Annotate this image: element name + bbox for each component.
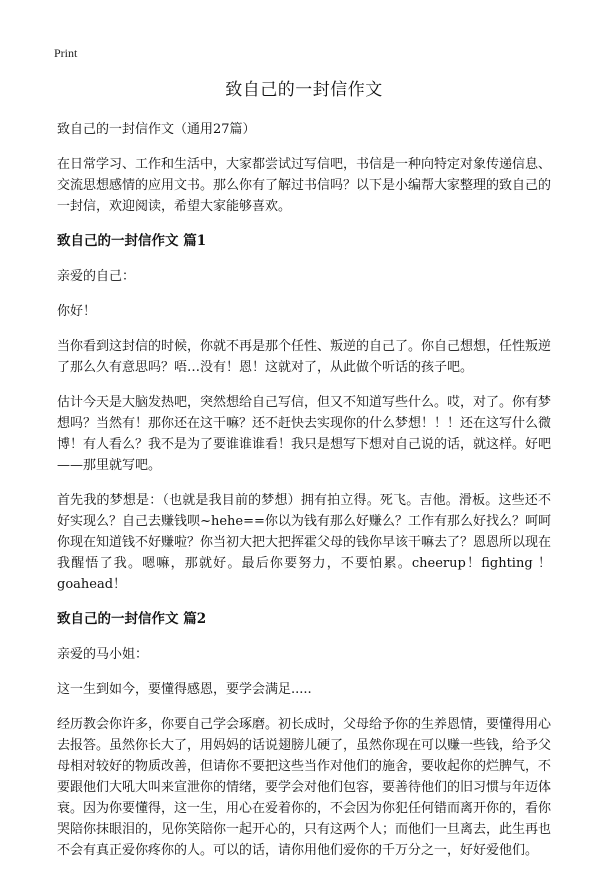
- body-paragraph: 这一生到如今，要懂得感恩，要学会满足.....: [57, 682, 312, 697]
- document-subtitle: 致自己的一封信作文（通用27篇）: [57, 122, 256, 137]
- greeting: 你好！: [57, 304, 97, 319]
- section-heading-2: 致自己的一封信作文 篇2: [57, 611, 207, 627]
- section-heading-1: 致自己的一封信作文 篇1: [57, 233, 207, 249]
- intro-paragraph: 在日常学习、工作和生活中，大家都尝试过写信吧，书信是一种向特定对象传递信息、交流思想感情的应用文书。那么你有了解过书信吗？以下是小编帮大家整理的致自己的一封信，欢迎阅读，希望大家能够喜欢。: [57, 157, 552, 214]
- body-paragraph: 经历教会你许多，你要自己学会琢磨。初长成时，父母给予你的生养恩情，要懂得用心去报答。虽然你长大了，用妈妈的话说翅膀儿硬了，虽然你现在可以赚一些钱，给予父母相对较好的物质改善，但请你不要把这些当作对他们的施舍，要收起你的烂脾气，不要跟他们大吼大叫来宣泄你的情绪，要学会对他们包容，要善待他们的旧习惯与年迈体衰。因为你要懂得，这一生，用心在爱着你的，不会因为你犯任何错而离开你的，看你哭陪你抹眼泪的，见你笑陪你一起开心的，只有这两个人；而他们一旦离去，此生再也不会有真正爱你疼你的人。可以的话，请你用他们爱你的千万分之一，好好爱他们。: [57, 717, 552, 858]
- body-paragraph: 首先我的梦想是：（也就是我目前的梦想）拥有拍立得。死飞。吉他。滑板。这些还不好实现么？自己去赚钱呗~hehe==你以为钱有那么好赚么？工作有那么好找么？呵呵你现在知道钱不好赚啦？你当初大把大把挥霍父母的钱你早该干嘛去了？恩恩所以现在我醒悟了我。嗯嘛，那就好。最后你要努力，不要怕累。cheerup！fighting ！ goahead！: [57, 493, 552, 592]
- document-title: 致自己的一封信作文: [225, 80, 383, 100]
- document-content: [57, 78, 551, 875]
- body-paragraph: 估计今天是大脑发热吧，突然想给自己写信，但又不知道写些什么。哎，对了。你有梦想吗？当然有！那你还在这干嘛？还不赶快去实现你的什么梦想！！！还在这写什么微博！有人看么？我不是为了要谁谁谁看！我只是想写下想对自己说的话，就这样。好吧——那里就写吧。: [57, 395, 552, 473]
- body-paragraph: 当你看到这封信的时候，你就不再是那个任性、叛逆的自己了。你自己想想，任性叛逆了那么久有意思吗？唔…没有！恩！这就对了，从此做个听话的孩子吧。: [57, 339, 552, 375]
- salutation: 亲爱的马小姐：: [57, 647, 149, 662]
- print-link[interactable]: Print: [54, 46, 78, 60]
- salutation: 亲爱的自己：: [57, 269, 136, 284]
